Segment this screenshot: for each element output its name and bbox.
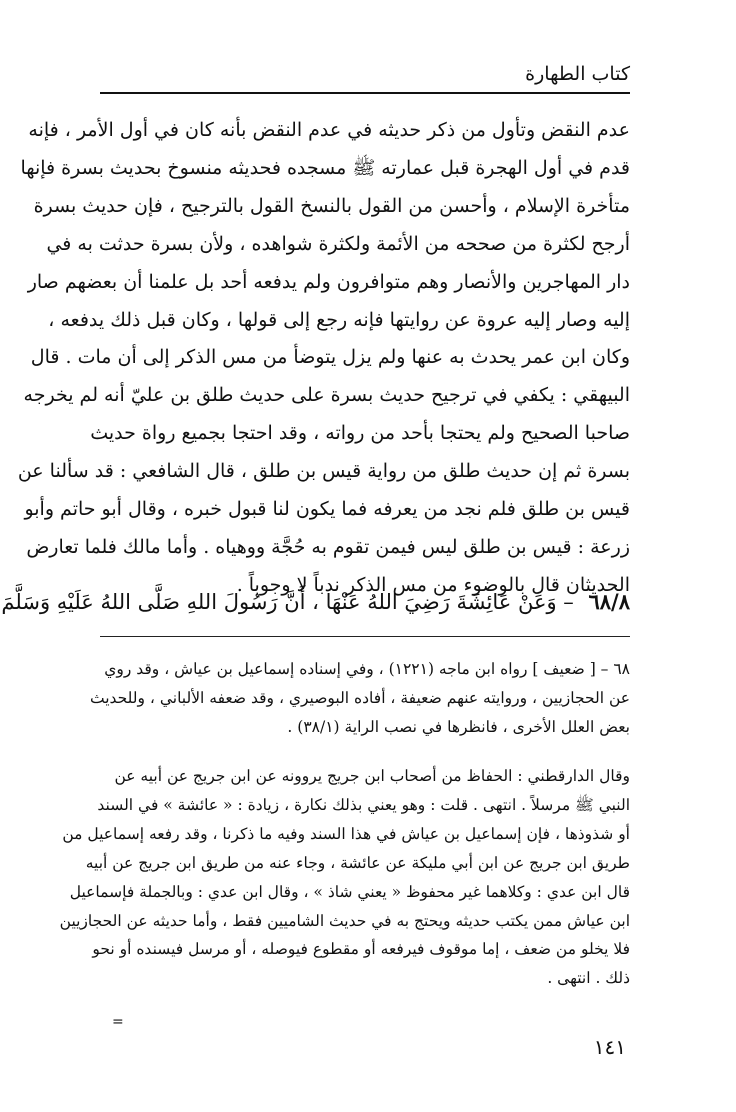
footnote-line: طريق ابن جريج عن ابن أبي مليكة عن عائشة ، وجاء عنه من طريق ابن جريج عن أبيه <box>85 853 630 872</box>
footnote-line: قال ابن عدي : وكلاهما غير محفوظ « يعني شاذ » ، وقال ابن عدي : وبالجملة فإسماعيل <box>69 882 630 901</box>
footnote-paragraph-2 <box>59 762 630 993</box>
hadith-number: ٦٨/٨ <box>588 589 630 614</box>
footnote-line: بعض العلل الأخرى ، فانظرها في نصب الراية (٣٨/١) . <box>287 717 630 736</box>
footnote-line: ابن عياش ممن يكتب حديثه ويحتج به في حديث الشاميين فقط ، وأما حديثه عن الحجازيين <box>59 911 630 930</box>
footnote-line: وقال الدارقطني : الحفاظ من أصحاب ابن جريج يروونه عن ابن جريج عن أبيه عن <box>114 767 630 785</box>
text-line: دار المهاجرين والأنصار وهم متوافرون ولم يدفعه أحد بل علمنا أن بعضهم صار <box>27 270 630 293</box>
text-line: وكان ابن عمر يحدث به عنها ولم يزل يتوضأ من مس الذكر إلى أن مات . قال <box>30 346 630 369</box>
hadith-text: – وَعَنْ عَائِشَةَ رَضِيَ اللهُ عَنْهَا ، أَنَّ رَسُولَ اللهِ صَلَّى اللهُ عَلَيْهِ وَسَلَّمَ <box>1 590 574 614</box>
text-line: عدم النقض وتأول من ذكر حديثه في عدم النقض بأنه كان في أول الأمر ، فإنه <box>28 119 630 141</box>
footnote-line: النبي ﷺ مرسلاً . انتهى . قلت : وهو يعني بذلك نكارة ، زيادة : « عائشة » في السند <box>97 795 630 814</box>
main-text <box>17 112 630 605</box>
text-line: إليه وصار إليه عروة عن روايتها فإنه رجع إلى قولها ، وكان قبل ذلك يدفعه ، <box>48 308 630 331</box>
running-head: كتاب الطهارة <box>525 63 630 85</box>
footnote-line: ٦٨ – [ ضعيف ] رواه ابن ماجه (١٢٢١) ، وفي إسناده إسماعيل بن عياش ، وقد روي <box>104 660 630 678</box>
footnote-line: أو شذوذها ، فإن إسماعيل بن عياش في هذا السند وفيه ما ذكرنا ، وقد رفعه إسماعيل من <box>62 824 630 843</box>
page-number: ١٤١ <box>593 1035 626 1059</box>
text-line: متأخرة الإسلام ، وأحسن من القول بالنسخ القول بالترجيح ، فإن حديث بسرة <box>33 194 630 217</box>
text-line: بسرة ثم إن حديث طلق من رواية قيس بن طلق ، قال الشافعي : قد سألنا عن <box>17 460 630 483</box>
footnote-divider <box>100 636 630 637</box>
footnote-line: ذلك . انتهى . <box>547 969 630 988</box>
footnote-paragraph-1 <box>89 655 630 742</box>
text-line: قيس بن طلق فلم نجد من يعرفه فما يكون لنا قبول خبره ، وقال أبو حاتم وأبو <box>24 498 630 521</box>
text-line: البيهقي : يكفي في ترجيح حديث بسرة على حديث طلق بن عليّ أنه لم يخرجه <box>23 384 630 407</box>
text-line: قدم في أول الهجرة قبل عمارته ﷺ مسجده فحديثه منسوخ بحديث بسرة فإنها <box>20 156 630 179</box>
footnote-line: عن الحجازيين ، وروايته عنهم ضعيفة ، أفاده البوصيري ، وقد ضعفه الألباني ، وللحديث <box>89 688 630 707</box>
text-line: الحديثان قال بالوضوء من مس الذكر ندباً لا وجوباً . <box>236 573 630 596</box>
header-rule <box>100 92 630 94</box>
continuation-mark: = <box>112 1014 124 1030</box>
text-line: صاحبا الصحيح ولم يحتجا بأحد من رواته ، وقد احتجا بجميع رواة حديث <box>90 422 630 445</box>
text-line: زرعة : قيس بن طلق ليس فيمن تقوم به حُجَّة ووهياه . وأما مالك فلما تعارض <box>26 535 630 558</box>
footnote-line: فلا يخلو من ضعف ، إما موقوف فيرفعه أو مقطوع فيوصله ، أو مرسل فيسنده أو نحو <box>92 940 630 959</box>
text-line: أرجح لكثرة من صححه من الأئمة ولكثرة شواهده ، ولأن بسرة حدثت به في <box>46 232 630 255</box>
page-header <box>100 62 630 92</box>
hadith-heading <box>1 582 630 622</box>
